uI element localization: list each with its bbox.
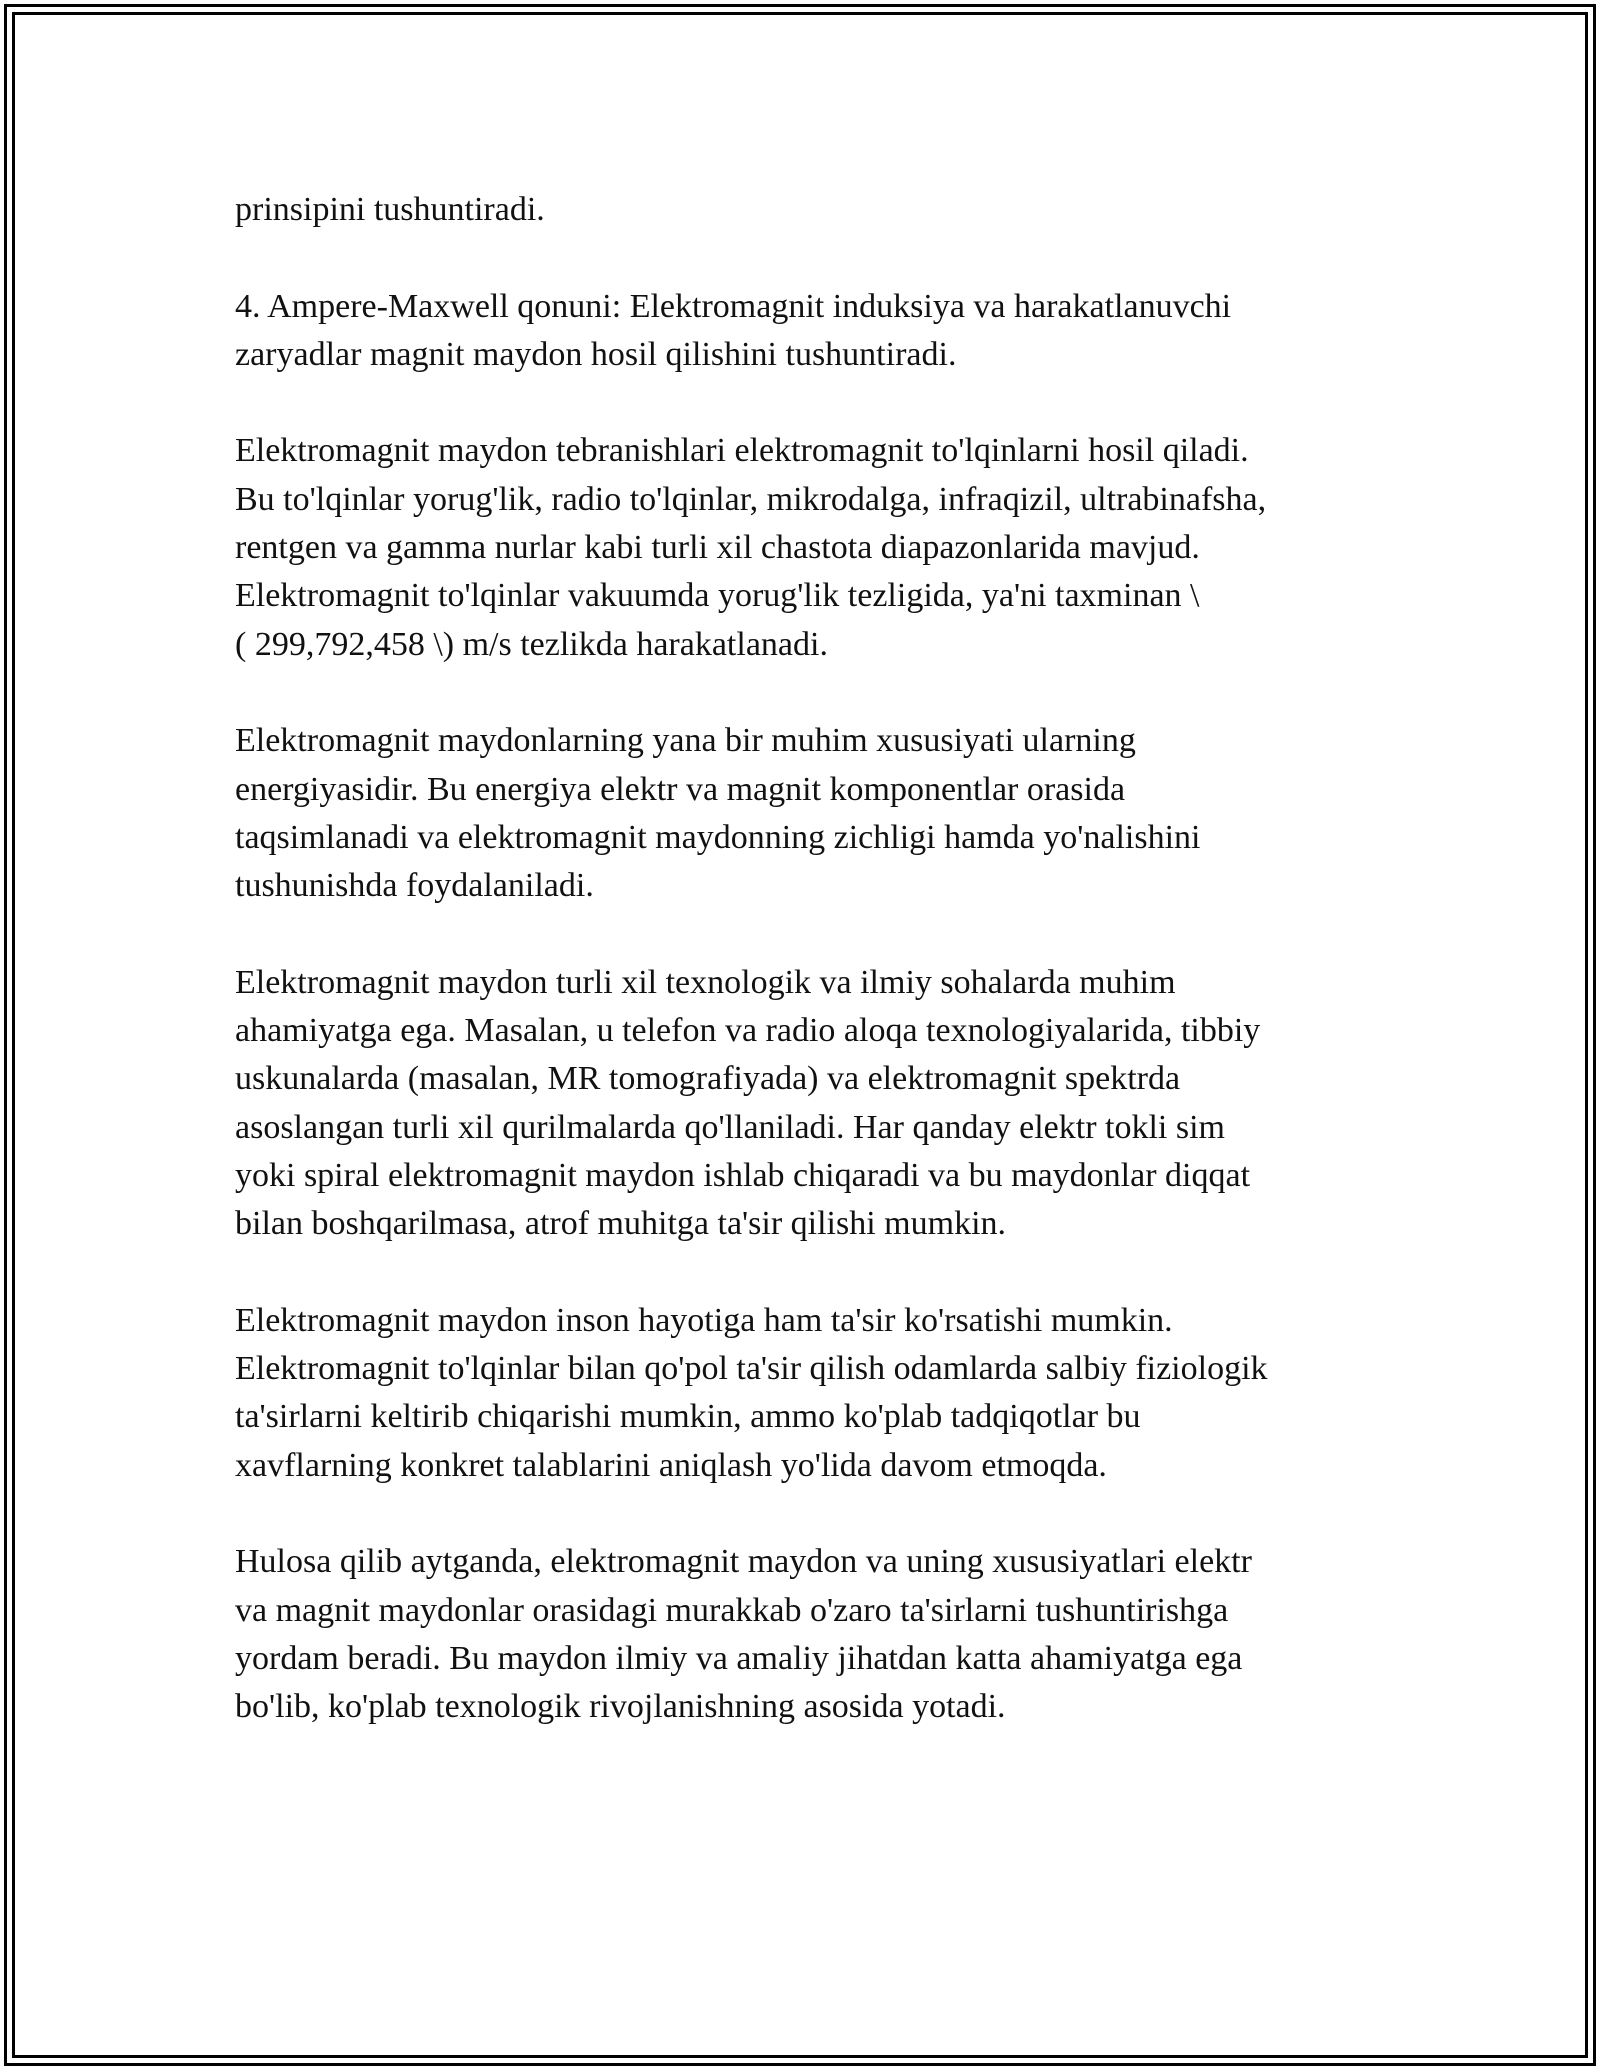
document-body	[235, 186, 1375, 1732]
paragraph-applications: Elektromagnit maydon turli xil texnologik va ilmiy sohalarda muhim ahamiyatga ega. Masalan, u telefon va radio aloqa texnologiyalarida, tibbiy uskunalarda (masalan, MR tomografiyada) va elektromagnit spektrda asoslangan turli xil qurilmalarda qo'llaniladi. Har qanday elektr tokli sim yoki spiral elektromagnit maydon ishlab chiqaradi va bu maydonlar diqqat bilan boshqarilmasa, atrof muhitga ta'sir qilishi mumkin.	[235, 963, 1261, 1243]
paragraph-em-waves: Elektromagnit maydon tebranishlari elektromagnit to'lqinlarni hosil qiladi. Bu to'lqinlar yorug'lik, radio to'lqinlar, mikrodalga, infraqizil, ultrabinafsha, rentgen va gamma nurlar kabi turli xil chastota diapazonlarida mavjud. Elektromagnit to'lqinlar vakuumda yorug'lik tezligida, ya'ni taxminan \ ( 299,792,458 \) m/s tezlikda harakatlanadi.	[235, 432, 1267, 663]
paragraph-energy: Elektromagnit maydonlarning yana bir muhim xususiyati ularning energiyasidir. Bu energiya elektr va magnit komponentlar orasida taqsimlanadi va elektromagnit maydonning zichligi hamda yo'nalishini tushunishda foydalaniladi.	[235, 722, 1201, 905]
paragraph-conclusion: Hulosa qilib aytganda, elektromagnit maydon va uning xususiyatlari elektr va magnit maydonlar orasidagi murakkab o'zaro ta'sirlarni tushuntirishga yordam beradi. Bu maydon ilmiy va amaliy jihatdan katta ahamiyatga ega bo'lib, ko'plab texnologik rivojlanishning asosida yotadi.	[235, 1543, 1252, 1726]
paragraph-continuation: prinsipini tushuntiradi.	[235, 191, 545, 228]
paragraph-health-effects: Elektromagnit maydon inson hayotiga ham ta'sir ko'rsatishi mumkin. Elektromagnit to'lqinlar bilan qo'pol ta'sir qilish odamlarda salbiy fiziologik ta'sirlarni keltirib chiqarishi mumkin, ammo ko'plab tadqiqotlar bu xavflarning konkret talablarini aniqlash yo'lida davom etmoqda.	[235, 1301, 1268, 1484]
paragraph-ampere-maxwell: 4. Ampere-Maxwell qonuni: Elektromagnit induksiya va harakatlanuvchi zaryadlar magnit maydon hosil qilishini tushuntiradi.	[235, 287, 1232, 373]
